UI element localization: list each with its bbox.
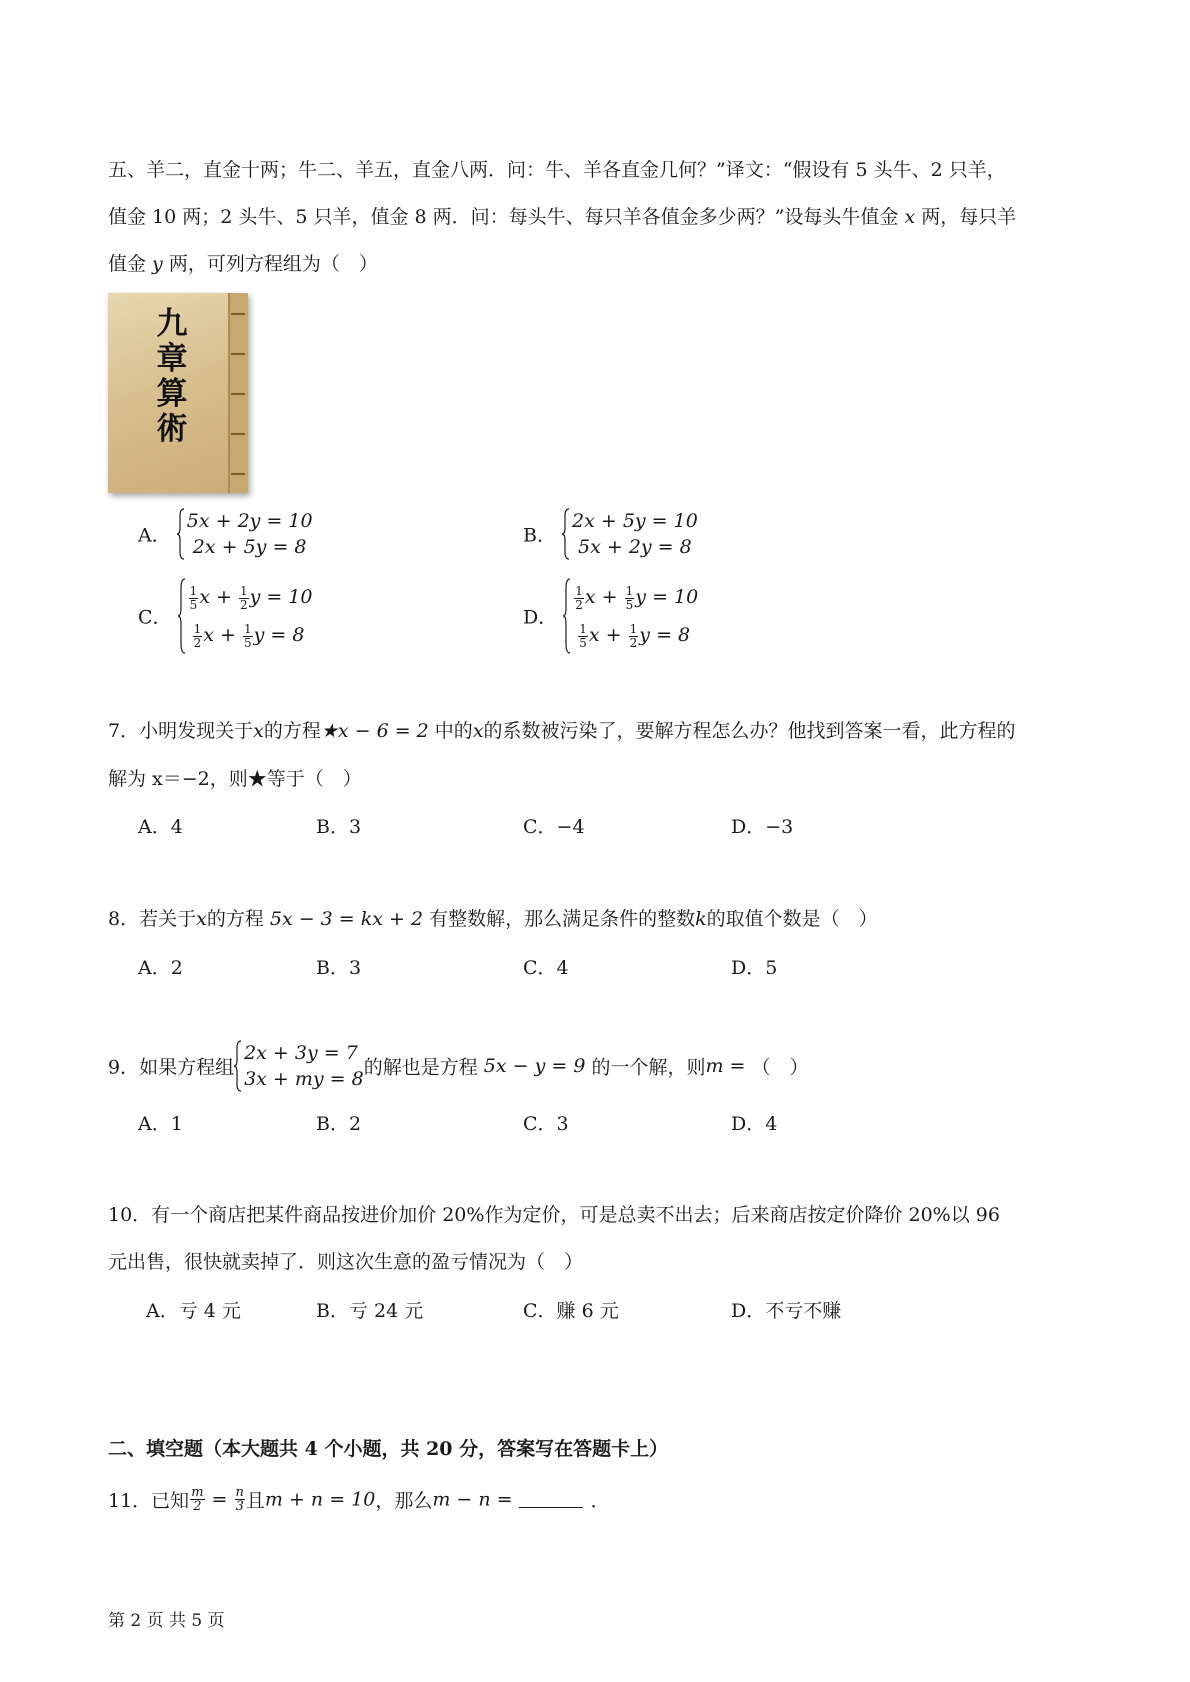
q6-option-a-system (177, 508, 313, 560)
q6-line-3: 值金 y 两，可列方程组为（ ） (108, 253, 378, 275)
q10-option-d: D．不亏不赚 (731, 1300, 842, 1322)
equation: $\frac{1}{5}$ x + $\frac{1}{2}$ y = 10 (189, 583, 313, 612)
q6-option-d-system (563, 578, 698, 654)
brace-icon (562, 508, 570, 560)
equation: 5x + 2y = 10 (186, 510, 313, 532)
q9-option-c: C．3 (523, 1113, 569, 1135)
jiuzhang-suanshu-book-image (108, 293, 248, 493)
q6-option-b: B． 2x + 5y = 10 5x + 2y = 8 (523, 510, 698, 558)
q6-option-d: D． $\frac{1}{2}$ x + $\frac{1}{5}$ y = 10 $\frac{1}{5}$ x + $\frac{1}{2}$ y = 8 (523, 578, 698, 654)
q9-option-d: D．4 (731, 1113, 778, 1135)
q7-line-2: 解为 x＝−2，则★等于（ ） (108, 768, 362, 790)
book-stitch (231, 473, 245, 475)
equation: $\frac{1}{5}$ x + $\frac{1}{2}$ y = 8 (579, 621, 691, 650)
book-stitch (231, 433, 245, 435)
equation: $\frac{1}{2}$ x + $\frac{1}{5}$ y = 8 (193, 621, 305, 650)
brace-icon (177, 508, 185, 560)
q7-line-1: 7．小明发现关于x的方程★x − 6 = 2 中的x的系数被污染了，要解方程怎么办？他找到答案一看，此方程的 (108, 720, 1016, 742)
q8-option-a: A．2 (138, 957, 183, 979)
section-heading: 二、填空题（本大题共 4 个小题，共 20 分，答案写在答题卡上） (108, 1438, 669, 1460)
q6-line-1: 五、羊二，直金十两；牛二、羊五，直金八两．问：牛、羊各直金几何？”译文：“假设有 5 头牛、2 只羊， (108, 159, 1006, 181)
equation: 2x + 3y = 7 (244, 1042, 358, 1064)
q7-option-a: A．4 (138, 816, 183, 838)
answer-blank (519, 1507, 583, 1508)
brace-icon (178, 578, 186, 654)
q10-option-a: A．亏 4 元 (146, 1300, 241, 1322)
q9-option-b: B．2 (316, 1113, 362, 1135)
q6-option-b-system (562, 508, 698, 560)
equation: 2x + 5y = 8 (192, 536, 307, 558)
brace-icon (234, 1040, 242, 1092)
equation: $\frac{1}{2}$ x + $\frac{1}{5}$ y = 10 (575, 583, 699, 612)
equation: 2x + 5y = 10 (572, 510, 698, 532)
q8-line-1: 8．若关于x的方程 5x − 3 = kx + 2 有整数解，那么满足条件的整数k的取值个数是（ ） (108, 908, 878, 930)
q7-option-d: D．−3 (731, 816, 794, 838)
book-stitch (231, 353, 245, 355)
q11-line: 11．已知 $\frac{m}{2}$ = $\frac{n}{3}$ 且m + n = 10，那么m − n = ． (108, 1485, 610, 1514)
q10-line-1: 10．有一个商店把某件商品按进价加价 20%作为定价，可是总卖不出去；后来商店按定价降价 20%以 96 (108, 1204, 1000, 1226)
book-title: 九章算術 (156, 306, 188, 447)
q8-option-d: D．5 (731, 957, 778, 979)
equation: 5x + 2y = 8 (578, 536, 692, 558)
q9-system (234, 1040, 364, 1092)
q10-option-b: B．亏 24 元 (316, 1300, 424, 1322)
q8-option-b: B．3 (316, 957, 362, 979)
page-footer: 第 2 页 共 5 页 (108, 1611, 225, 1631)
q6-option-c: C． $\frac{1}{5}$ x + $\frac{1}{2}$ y = 10 $\frac{1}{2}$ x + $\frac{1}{5}$ y = 8 (138, 578, 313, 654)
q6-option-c-system (178, 578, 313, 654)
book-stitch (231, 393, 245, 395)
q8-option-c: C．4 (523, 957, 569, 979)
equation: 3x + my = 8 (244, 1068, 364, 1090)
q7-option-b: B．3 (316, 816, 362, 838)
q6-option-a: A． 5x + 2y = 10 2x + 5y = 8 (138, 510, 313, 558)
q7-option-c: C．−4 (523, 816, 585, 838)
q6-line-2: 值金 10 两；2 头牛、5 只羊，值金 8 两．问：每头牛、每只羊各值金多少两？”设每头牛值金 x 两，每只羊 (108, 206, 1017, 228)
brace-icon (563, 578, 571, 654)
q9-option-a: A．1 (138, 1113, 183, 1135)
q10-line-2: 元出售，很快就卖掉了．则这次生意的盈亏情况为（ ） (108, 1251, 584, 1273)
q9-line-1: 9．如果方程组 2x + 3y = 7 3x + my = 8 的解也是方程 5x − y = 9 的一个解，则m = （ ） (108, 1042, 809, 1090)
q10-option-c: C．赚 6 元 (523, 1300, 619, 1322)
book-stitch (231, 313, 245, 315)
